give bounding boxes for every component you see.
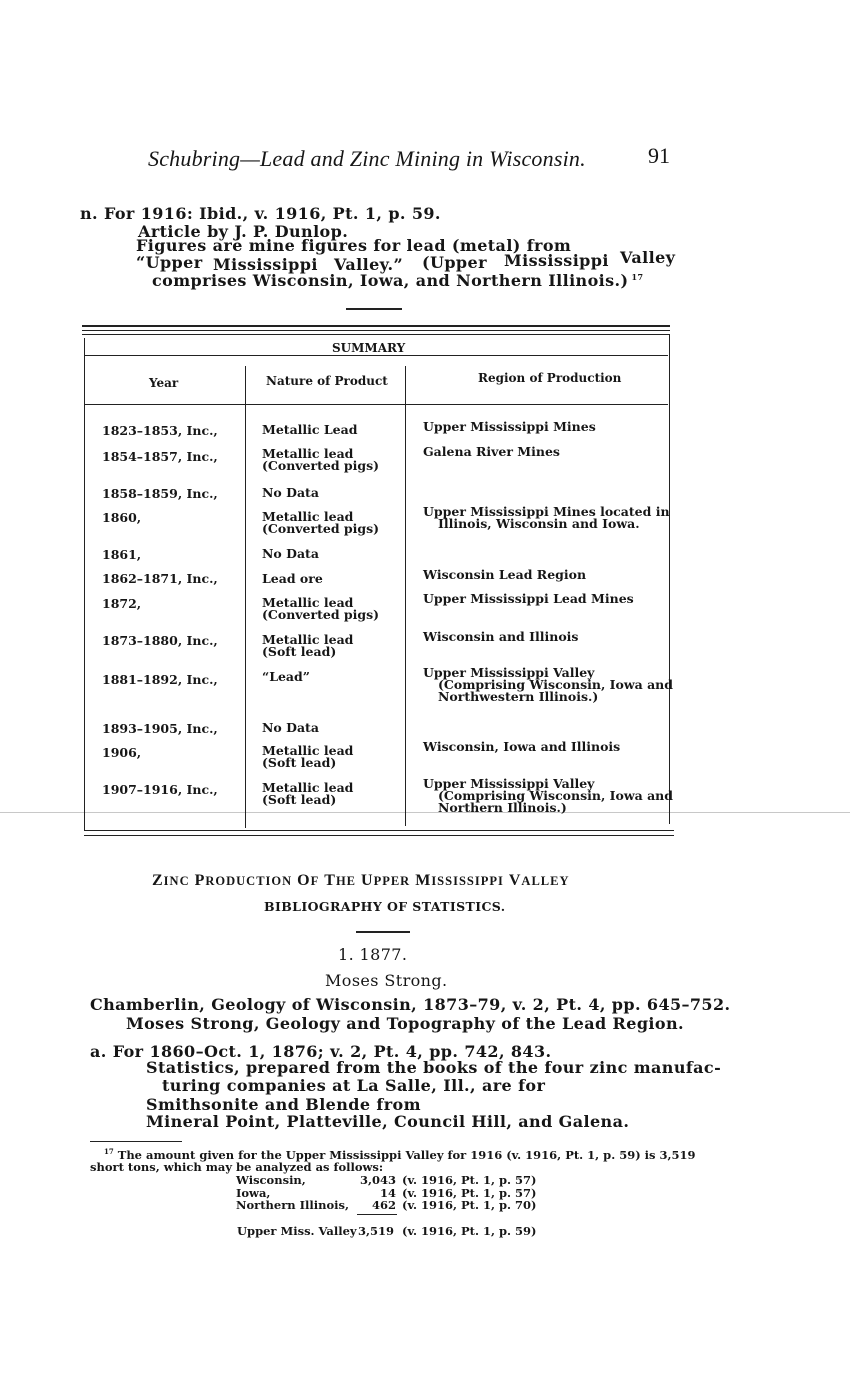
footnote-sum-rule (357, 1214, 397, 1215)
row-year: 1862–1871, Inc., (102, 571, 218, 586)
table-top-rule-1 (82, 325, 670, 327)
row-region: (Comprising Wisconsin, Iowa and (438, 788, 674, 803)
row-year: 1858–1859, Inc., (102, 486, 218, 501)
footnote-rule (90, 1141, 182, 1142)
note-n-line3: Figures are mine figures for lead (metal) from (136, 236, 572, 255)
row-product: (Soft lead) (262, 644, 337, 659)
ref-line1: Chamberlin, Geology of Wisconsin, 1873–79, v. 2, Pt. 4, pp. 645–752. (90, 995, 731, 1014)
zinc-subheading: BIBLIOGRAPHY OF STATISTICS. (264, 899, 506, 914)
row-year: 1906, (102, 745, 142, 760)
footnote-total-source: (v. 1916, Pt. 1, p. 59) (402, 1224, 537, 1238)
row-product: No Data (262, 720, 319, 735)
note-n-line4-w3: Valley.” (334, 255, 404, 274)
running-head: Schubring—Lead and Zinc Mining in Wisconsin. (148, 146, 586, 171)
zinc-heading-text: ZINC PRODUCTION OF THE UPPER MISSISSIPPI VALLEY (152, 872, 570, 889)
row-year: 1823–1853, Inc., (102, 423, 218, 438)
row-product: Metallic lead (262, 595, 354, 610)
table-bottom-rule-1 (84, 830, 674, 831)
footnote-marker: 17 (104, 1147, 114, 1156)
ref-line2: Moses Strong, Geology and Topography of the Lead Region. (126, 1014, 684, 1033)
entry-author: Moses Strong. (325, 971, 448, 990)
footnote-source: (v. 1916, Pt. 1, p. 57) (402, 1186, 537, 1200)
footnote-total-amount: 3,519 (358, 1224, 395, 1238)
row-product: (Converted pigs) (262, 521, 380, 536)
row-region: Wisconsin, Iowa and Illinois (423, 739, 621, 754)
row-year: 1881–1892, Inc., (102, 672, 218, 687)
zinc-rule (356, 931, 410, 933)
table-top-rule-3 (82, 334, 670, 335)
note-a-line2: Statistics, prepared from the books of the four zinc manufac- (146, 1058, 722, 1077)
note-n-line4-w1: “Upper (136, 253, 203, 272)
row-product: Metallic lead (262, 780, 354, 795)
row-product: Metallic lead (262, 632, 354, 647)
row-region: Northwestern Illinois.) (438, 689, 599, 704)
footnote-amount: 3,043 (359, 1173, 396, 1187)
footnote-state: Wisconsin, (236, 1173, 306, 1187)
note-n-line4-w4: (Upper (422, 253, 487, 272)
note-n-line2: Article by J. P. Dunlop. (138, 222, 349, 241)
row-year: 1860, (102, 510, 142, 525)
row-region: Upper Mississippi Valley (423, 776, 595, 791)
row-product: Lead ore (262, 571, 323, 586)
zinc-heading (152, 872, 570, 890)
entry-number: 1. 1877. (338, 945, 408, 964)
row-year: 1873–1880, Inc., (102, 633, 218, 648)
row-region: Galena River Mines (423, 444, 560, 459)
row-region: Upper Mississippi Valley (423, 665, 595, 680)
footnote-source: (v. 1916, Pt. 1, p. 70) (402, 1198, 537, 1212)
footnote-line1-text: The amount given for the Upper Mississippi Valley for 1916 (v. 1916, Pt. 1, p. 59) is 3,519 (117, 1147, 696, 1162)
note-n-line4-w2: Mississippi (213, 255, 318, 274)
row-product: (Converted pigs) (262, 458, 380, 473)
footnote-total-label: Upper Miss. Valley (237, 1224, 357, 1238)
table-title: SUMMARY (332, 341, 406, 355)
row-product: No Data (262, 546, 319, 561)
row-product: No Data (262, 485, 319, 500)
row-year: 1872, (102, 596, 142, 611)
table-right-border (669, 334, 670, 824)
row-region: (Comprising Wisconsin, Iowa and (438, 677, 674, 692)
row-product: Metallic Lead (262, 422, 358, 437)
note-a-line1: a. For 1860–Oct. 1, 1876; v. 2, Pt. 4, pp. 742, 843. (90, 1042, 552, 1061)
table-bottom-rule-2 (84, 835, 674, 836)
col-header-year: Year (149, 376, 179, 390)
row-product: Metallic lead (262, 509, 354, 524)
row-region: Wisconsin Lead Region (423, 567, 587, 582)
note-n-line4-w5: Mississippi (504, 251, 609, 270)
table-col-divider-2 (405, 366, 406, 826)
footnote-ref-17: 17 (631, 271, 644, 282)
table-header-rule (84, 404, 668, 405)
row-year: 1861, (102, 547, 142, 562)
row-product: Metallic lead (262, 743, 354, 758)
note-a-line3: turing companies at La Salle, Ill., are for (162, 1076, 546, 1095)
note-a-line4: Smithsonite and Blende from (146, 1095, 421, 1114)
row-region: Northern Illinois.) (438, 800, 567, 815)
table-col-divider-1 (245, 366, 246, 828)
row-product: Metallic lead (262, 446, 354, 461)
col-header-region: Region of Production (478, 371, 622, 385)
row-product: “Lead” (262, 669, 310, 684)
footnote-state: Iowa, (236, 1186, 271, 1200)
row-region: Upper Mississippi Lead Mines (423, 591, 634, 606)
table-title-rule (84, 355, 668, 356)
row-year: 1907–1916, Inc., (102, 782, 218, 797)
note-n-line1: n. For 1916: Ibid., v. 1916, Pt. 1, p. 59. (80, 204, 441, 223)
row-region: Wisconsin and Illinois (423, 629, 579, 644)
row-product: (Soft lead) (262, 755, 337, 770)
footnote-amount: 14 (379, 1186, 396, 1200)
table-top-rule-2 (82, 330, 670, 331)
footnote-state: Northern Illinois, (236, 1198, 350, 1212)
row-region: Illinois, Wisconsin and Iowa. (438, 516, 640, 531)
footnote-line2: short tons, which may be analyzed as follows: (90, 1160, 384, 1174)
row-year: 1893–1905, Inc., (102, 721, 218, 736)
table-left-border (84, 338, 85, 830)
page-fold-line (0, 812, 850, 813)
row-product: (Converted pigs) (262, 607, 380, 622)
col-header-product: Nature of Product (266, 374, 388, 388)
row-year: 1854–1857, Inc., (102, 449, 218, 464)
row-region: Upper Mississippi Mines (423, 419, 596, 434)
page-number: 91 (648, 143, 670, 168)
row-region: Upper Mississippi Mines located in (423, 504, 670, 519)
footnote-source: (v. 1916, Pt. 1, p. 57) (402, 1173, 537, 1187)
row-product: (Soft lead) (262, 792, 337, 807)
note-n-line4-w6: Valley (620, 248, 676, 267)
section-rule (346, 308, 402, 310)
footnote-amount: 462 (371, 1198, 396, 1212)
note-a-line5: Mineral Point, Platteville, Council Hill, and Galena. (146, 1112, 630, 1131)
note-n-line5: comprises Wisconsin, Iowa, and Northern Illinois.) $^{17}$ (152, 271, 644, 290)
